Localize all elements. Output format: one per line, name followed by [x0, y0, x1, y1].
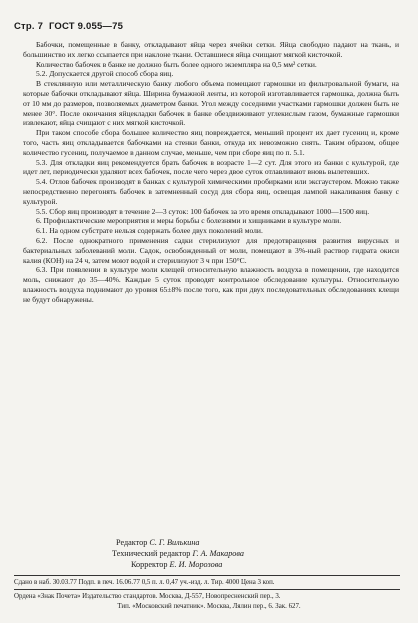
editorial-credits [112, 537, 352, 570]
paragraph: Бабочки, помещенные в банку, откладывают яйца через ячейки сетки. Яйца свободно падают на ткань, и большинство их легко ссыпается при наклоне ткани. Оставшиеся яйца счищают мягкой кисточкой. [23, 40, 399, 59]
credit-name: С. Г. Вилькина [149, 538, 200, 547]
credit-editor [112, 537, 352, 548]
imprint-rule-top [14, 575, 400, 576]
section-heading: 6. Профилактические мероприятия и меры борьбы с болезнями и хищниками в культуре моли. [36, 216, 342, 226]
paragraph: При таком способе сбора большее количество яиц повреждается, меньший процент их дает гусениц и, кроме того, часть яиц откладывается бабочками на стенки банки, откуда их невозможно снять. Таким образом, общее количество гусениц, получаемое в данном случае, меньше, чем при сборе яиц по п. 5.1. [23, 128, 399, 157]
credit-role: Технический редактор [112, 549, 191, 558]
paragraph: 6.3. При появлении в культуре моли клещей относительную влажность воздуха в помещении, где находится моль, снижают до 35—40%. Каждые 5 суток проводят контрольное обследование культуры. Относительную влажность воздуха поднимают до уровня 65±8% после того, как при двух последовательных обследованиях клещи не будут обнаружены. [23, 265, 399, 304]
paragraph: 5.3. Для откладки яиц рекомендуется брать бабочек в возрасте 1—2 сут. Для этого из банки с культурой, где идет лет, периодически удаляют всех бабочек, после чего через двое суток отлавливают вновь вылетевших. [23, 157, 399, 177]
body-text [23, 40, 399, 305]
paragraph: Количество бабочек в банке не должно быть более одного экземпляра на 0,5 мм² сетки. [36, 59, 317, 69]
paragraph: 6.2. После однократного применения садки стерилизуют для предотвращения развития вирусных и бактериальных заболеваний моли. Садок, освобожденный от моли, помещают в 3%-ный раствор гидрата окиси калия (КОН) на 24 ч, затем моют водой и стерилизуют 3 ч при 150°С. [23, 235, 399, 265]
paragraph: 5.5. Сбор яиц производят в течение 2—3 суток: 100 бабочек за это время откладывают 1000—1500 яиц. [36, 206, 370, 216]
imprint-line-print-data: Сдано в наб. 30.03.77 Подп. в печ. 16.06.77 0,5 п. л. 0,47 уч.-изд. л. Тир. 4000 Цена 3 коп. [14, 579, 275, 586]
imprint-line-printer: Тип. «Московский печатник». Москва, Лялин пер., 6. Зак. 627. [117, 603, 301, 610]
paragraph: В стеклянную или металлическую банку любого объема помещают гармошки из фильтровальной бумаги, на которые бабочки откладывают яйца. Ширина бумажной ленты, из которой изготавливается гармошка, должна быть от 10 мм до размеров, позволяемых диаметром банки. Угол между соседними участками гармошки должен быть не менее 30°. После окончания яйцекладки бабочек в банке обездвиживают углекислым газом, бумажные гармошки извлекают, яйца счищают с них мягкой кисточкой. [23, 79, 399, 128]
paragraph: 5.4. Отлов бабочек производят в банках с культурой химическими пробирками или эксгаустером. Можно также непосредственно перегонять бабочек в затемненный сосуд для сбора яиц, освещая лампой накаливания банку с культурой. [23, 177, 399, 206]
page-header [14, 21, 123, 32]
credit-role: Корректор [131, 560, 168, 569]
credit-proofreader [112, 559, 352, 570]
imprint-rule-middle [14, 589, 400, 590]
page-number: Стр. 7 [14, 21, 44, 32]
credit-role: Редактор [116, 538, 148, 547]
paragraph: 5.2. Допускается другой способ сбора яиц. [36, 69, 174, 79]
credit-name: Г. А. Макарова [192, 549, 244, 558]
credit-tech-editor [112, 548, 352, 559]
standard-id: ГОСТ 9.055—75 [48, 21, 124, 32]
credit-name: Е. И. Морозова [169, 560, 223, 569]
paragraph: 6.1. На одном субстрате нельзя содержать более двух поколений моли. [36, 226, 263, 236]
imprint-line-publisher: Ордена «Знак Почета» Издательство стандартов. Москва, Д-557, Новопресненский пер., 3. [14, 593, 281, 600]
